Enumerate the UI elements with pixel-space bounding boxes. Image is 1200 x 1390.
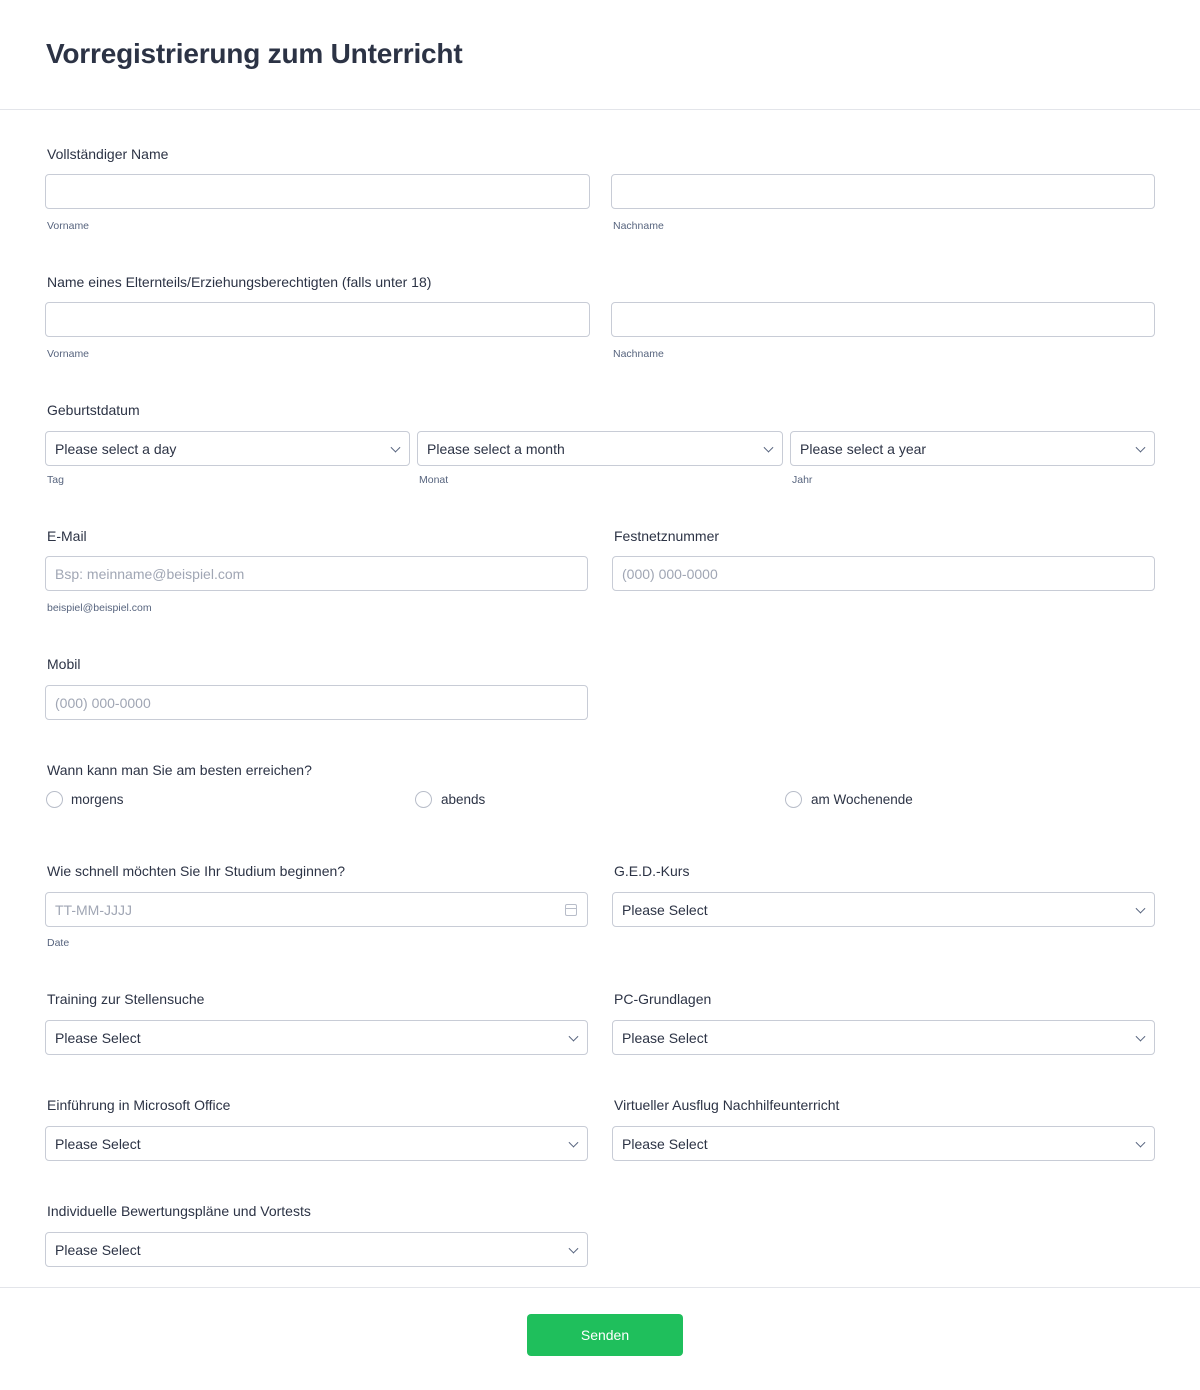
mobile-input[interactable]: [45, 685, 588, 720]
year-sublabel: Jahr: [792, 474, 813, 486]
parent-last-sublabel: Nachname: [613, 348, 664, 360]
email-placeholder: Bsp: meinname@beispiel.com: [55, 565, 245, 582]
parent-first-sublabel: Vorname: [47, 348, 90, 360]
day-select[interactable]: [45, 431, 410, 466]
form-header: [0, 0, 1200, 110]
chevron-down-icon: [1136, 1031, 1146, 1041]
radio-label-morgens: morgens: [71, 792, 124, 807]
month-select[interactable]: [417, 431, 783, 466]
month-select-value: Please select a month: [427, 440, 565, 457]
ged-select-value: Please Select: [622, 901, 708, 918]
chevron-down-icon: [569, 1137, 579, 1147]
assessment-label: Individuelle Bewertungspläne und Vortests: [47, 1203, 311, 1219]
radio-wochenende[interactable]: [785, 791, 802, 808]
parent-name-label: Name eines Elternteils/Erziehungsberechtigten (falls unter 18): [47, 274, 432, 290]
ged-select[interactable]: [612, 892, 1155, 927]
chevron-down-icon: [764, 442, 774, 452]
job-training-value: Please Select: [55, 1029, 141, 1046]
landline-placeholder: (000) 000-0000: [622, 565, 718, 582]
start-date-input[interactable]: [45, 892, 588, 927]
start-date-label: Wie schnell möchten Sie Ihr Studium beginnen?: [47, 863, 346, 879]
office-value: Please Select: [55, 1135, 141, 1152]
full-name-label: Vollständiger Name: [47, 146, 169, 162]
email-sublabel: beispiel@beispiel.com: [47, 602, 152, 614]
start-date-placeholder: TT-MM-JJJJ: [55, 901, 132, 918]
mobile-label: Mobil: [47, 656, 81, 672]
form-title: Vorregistrierung zum Unterricht: [46, 38, 463, 69]
job-training-label: Training zur Stellensuche: [47, 991, 205, 1007]
first-name-sublabel: Vorname: [47, 220, 90, 232]
day-select-value: Please select a day: [55, 440, 177, 457]
job-training-select[interactable]: [45, 1020, 588, 1055]
email-input[interactable]: [45, 556, 588, 591]
year-select-value: Please select a year: [800, 440, 927, 457]
chevron-down-icon: [569, 1031, 579, 1041]
virtual-value: Please Select: [622, 1135, 708, 1152]
office-label: Einführung in Microsoft Office: [47, 1097, 231, 1113]
radio-morgens[interactable]: [46, 791, 63, 808]
chevron-down-icon: [569, 1243, 579, 1253]
email-label: E-Mail: [47, 528, 87, 544]
radio-abends[interactable]: [415, 791, 432, 808]
day-sublabel: Tag: [47, 474, 64, 486]
reach-label: Wann kann man Sie am besten erreichen?: [47, 762, 312, 778]
birthdate-label: Geburtstdatum: [47, 402, 140, 418]
pc-basics-select[interactable]: [612, 1020, 1155, 1055]
chevron-down-icon: [1136, 1137, 1146, 1147]
parent-first-name-input[interactable]: [45, 302, 590, 337]
last-name-input[interactable]: [611, 174, 1155, 209]
landline-input[interactable]: [612, 556, 1155, 591]
ged-label: G.E.D.-Kurs: [614, 863, 690, 879]
landline-label: Festnetznummer: [614, 528, 720, 544]
assessment-value: Please Select: [55, 1241, 141, 1258]
month-sublabel: Monat: [419, 474, 449, 486]
parent-last-name-input[interactable]: [611, 302, 1155, 337]
virtual-label: Virtueller Ausflug Nachhilfeunterricht: [614, 1097, 840, 1113]
first-name-input[interactable]: [45, 174, 590, 209]
virtual-select[interactable]: [612, 1126, 1155, 1161]
last-name-sublabel: Nachname: [613, 220, 664, 232]
mobile-placeholder: (000) 000-0000: [55, 694, 151, 711]
chevron-down-icon: [1136, 442, 1146, 452]
submit-button[interactable]: Senden: [527, 1314, 683, 1356]
office-select[interactable]: [45, 1126, 588, 1161]
pc-basics-value: Please Select: [622, 1029, 708, 1046]
calendar-icon[interactable]: [565, 904, 577, 916]
chevron-down-icon: [1136, 903, 1146, 913]
radio-label-abends: abends: [441, 792, 486, 807]
radio-label-wochenende: am Wochenende: [811, 792, 913, 807]
start-date-sublabel: Date: [47, 937, 70, 949]
pc-basics-label: PC-Grundlagen: [614, 991, 712, 1007]
assessment-select[interactable]: [45, 1232, 588, 1267]
year-select[interactable]: [790, 431, 1155, 466]
chevron-down-icon: [391, 442, 401, 452]
